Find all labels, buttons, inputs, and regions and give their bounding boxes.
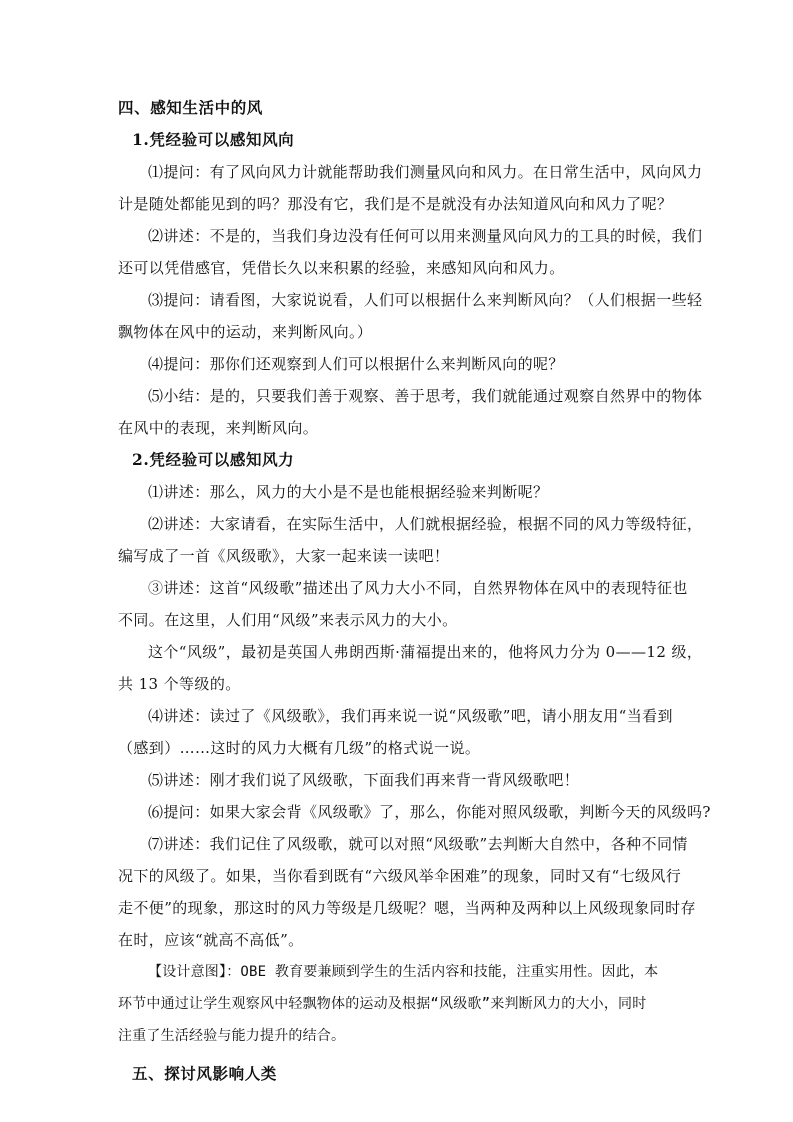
text-line: 【设计意图】：OBE 教育要兼顾到学生的生活内容和技能，注重实用性。因此，本 [148,964,659,980]
paragraph-1-2 [118,220,703,284]
text-line: ⑶提问：请看图，大家说说看，人们可以根据什么来判断风向？（人们根据一些轻 [148,291,703,309]
text-line: 在时，应该“就高不高低”。 [118,931,304,949]
paragraph-1-4 [118,348,688,380]
text-line: 飘物体在风中的运动，来判断风向。） [118,323,373,341]
paragraph-1-1 [118,156,703,220]
paragraph-2-1 [118,476,688,508]
section-4-title: 四、感知生活中的风 [118,98,263,117]
text-line: ⑺讲述：我们记住了风级歌，就可以对照“风级歌”去判断大自然中，各种不同情 [148,835,688,853]
design-intent-block [118,956,688,1052]
text-line: ⑸讲述：刚才我们说了风级歌，下面我们再来背一背风级歌吧！ [148,771,580,789]
subsection-1-title: 1.凭经验可以感知风向 [132,130,295,149]
text-line: 这个“风级”，最初是英国人弗朗西斯·蒲福提出来的，他将风力分为 0——12 级， [148,643,703,661]
paragraph-2-7 [118,828,696,956]
text-line: 编写成了一首《风级歌》，大家一起来读一读吧！ [118,547,450,565]
text-line: 不同。在这里，人们用“风级”来表示风力的大小。 [118,611,458,629]
text-line: ⑹提问：如果大家会背《风级歌》了，那么，你能对照风级歌，判断今天的风级吗? [148,803,711,821]
text-line: ③讲述：这首“风级歌”描述出了风力大小不同，自然界物体在风中的表现特征也 [148,579,688,597]
text-line: ⑴提问：有了风向风力计就能帮助我们测量风向和风力。在日常生活中，风向风力 [148,163,703,181]
text-line: ⑷讲述：读过了《风级歌》，我们再来说一说“风级歌”吧，请小朋友用“当看到 [148,707,673,725]
text-line: ⑴讲述：那么，风力的大小是不是也能根据经验来判断呢？ [148,483,549,501]
paragraph-2-2 [118,508,703,572]
paragraph-1-3 [118,284,703,348]
document-page [118,92,711,1090]
paragraph-1-5 [118,380,703,444]
text-line: 环节中通过让学生观察风中轻飘物体的运动及根据“风级歌”来判断风力的大小，同时 [118,996,647,1012]
paragraph-2-4 [118,700,688,764]
text-line: 计是随处都能见到的吗？那没有它，我们是不是就没有办法知道风向和风力了呢？ [118,195,673,213]
subsection-2-title: 2.凭经验可以感知风力 [132,450,295,469]
text-line: ⑵讲述：大家请看，在实际生活中，人们就根据经验，根据不同的风力等级特征， [148,515,703,533]
paragraph-2-5 [118,764,688,796]
text-line: 走不便”的现象，那这时的风力等级是几级呢？嗯，当两种及两种以上风级现象同时存 [118,899,696,917]
paragraph-2-6 [118,796,711,828]
text-line: 注重了生活经验与能力提升的结合。 [118,1028,346,1044]
text-line: ⑷提问：那你们还观察到人们可以根据什么来判断风向的呢？ [148,355,564,373]
text-line: ⑵讲述：不是的，当我们身边没有任何可以用来测量风向风力的工具的时候，我们 [148,227,703,245]
text-line: （感到）……这时的风力大概有几级”的格式说一说。 [118,739,481,757]
paragraph-2-3 [118,572,688,636]
text-line: 在风中的表现，来判断风向。 [118,419,319,437]
section-5-title: 五、探讨风影响人类 [132,1064,277,1083]
text-line: ⑸小结：是的，只要我们善于观察、善于思考，我们就能通过观察自然界中的物体 [148,387,703,405]
paragraph-2-3b [118,636,703,700]
text-line: 共 13 个等级的。 [118,675,241,693]
text-line: 况下的风级了。如果，当你看到既有“六级风举伞困难”的现象，同时又有“七级风行 [118,867,682,885]
text-line: 还可以凭借感官，凭借长久以来积累的经验，来感知风向和风力。 [118,259,565,277]
